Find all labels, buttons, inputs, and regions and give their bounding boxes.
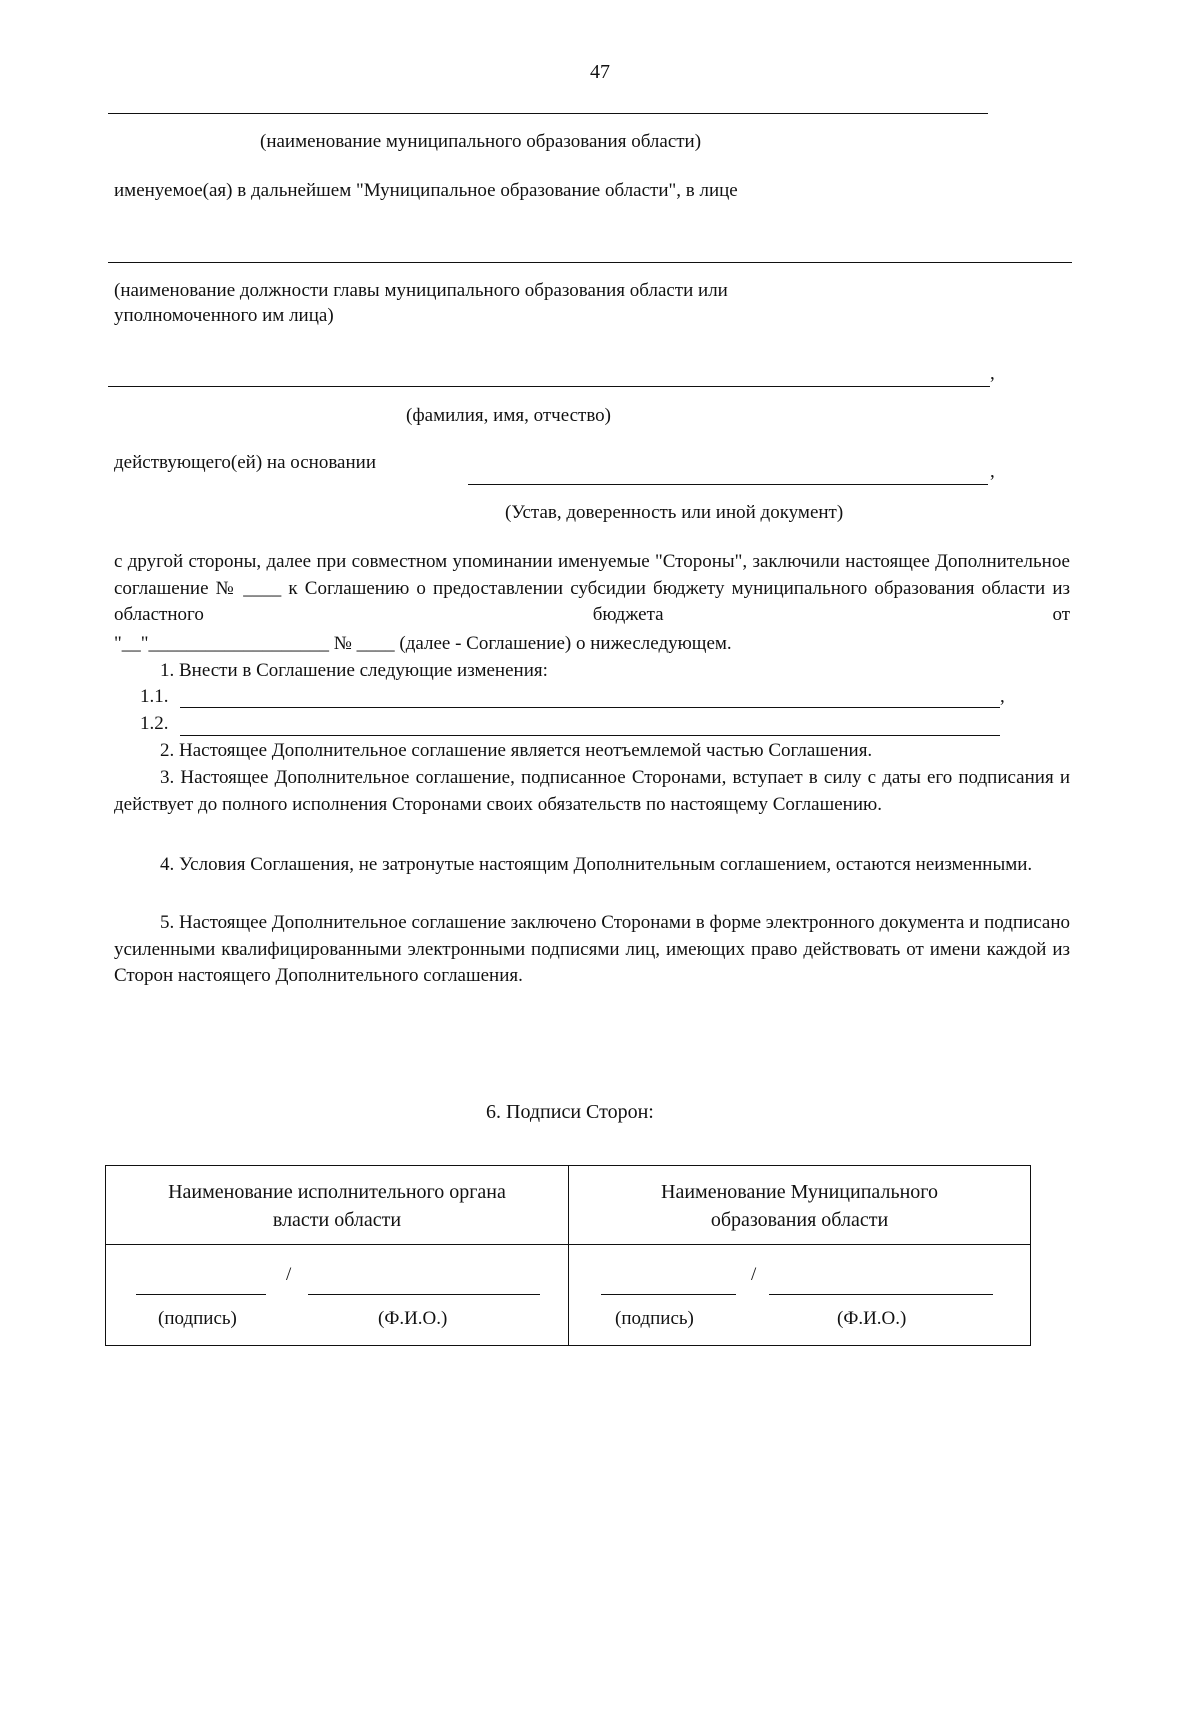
position-line[interactable] (108, 262, 1072, 263)
clause-1-1-label: 1.1. (140, 686, 169, 707)
named-hereinafter-text: именуемое(ая) в дальнейшем "Муниципальное образование области", в лице (114, 180, 738, 201)
executive-body-header-line2: власти области (272, 1209, 402, 1231)
acting-basis-label: действующего(ей) на основании (114, 452, 376, 473)
clause-1-1-comma: , (1000, 686, 1005, 707)
basis-document-caption: (Устав, доверенность или иной документ) (505, 502, 844, 523)
executive-body-header (106, 1166, 569, 1245)
left-fio-line[interactable] (308, 1294, 540, 1295)
right-slash: / (751, 1264, 757, 1285)
clause-1-2-line[interactable] (180, 735, 1000, 736)
municipal-name-line[interactable] (108, 113, 988, 114)
left-slash: / (286, 1264, 292, 1285)
right-fio-label: (Ф.И.О.) (837, 1308, 907, 1329)
basis-document-line[interactable] (468, 484, 988, 485)
clause-4: 4. Условия Соглашения, не затронутые настоящим Дополнительным соглашением, остаются неизменными. (160, 854, 1033, 875)
clause-5: 5. Настоящее Дополнительное соглашение заключено Сторонами в форме электронного документа и подписано усиленными квалифицированными электронными подписями лиц, имеющих право действовать от имени каждой из Сторон настоящего Дополнительного соглашения. (114, 912, 1070, 986)
clause-1-2-label: 1.2. (140, 713, 169, 734)
left-signature-label: (подпись) (158, 1308, 237, 1329)
full-name-comma: , (990, 363, 995, 384)
intro-paragraph: с другой стороны, далее при совместном упоминании именуемые "Стороны", заключили настоящее Дополнительное соглашение № ____ к Соглашению о предоставлении субсидии бюджету муниципального образования области из областного бюджета от (114, 551, 1070, 625)
position-caption-line1: (наименование должности главы муниципального образования области или (114, 280, 728, 301)
clause-3: 3. Настоящее Дополнительное соглашение, подписанное Сторонами, вступает в силу с даты его подписания и действует до полного исполнения Сторонами своих обязательств по настоящему Соглашению. (114, 767, 1070, 815)
position-caption-line2: уполномоченного им лица) (114, 305, 334, 326)
municipal-formation-signature-cell (569, 1245, 1031, 1346)
left-fio-label: (Ф.И.О.) (378, 1308, 448, 1329)
intro-paragraph-end: "__"___________________ № ____ (далее - Соглашение) о нижеследующем. (114, 633, 732, 654)
full-name-line[interactable] (108, 386, 990, 387)
basis-comma: , (990, 461, 995, 482)
page-number: 47 (590, 61, 610, 83)
municipal-name-caption: (наименование муниципального образования области) (260, 131, 702, 152)
right-fio-line[interactable] (769, 1294, 993, 1295)
clause-1: 1. Внести в Соглашение следующие изменения: (160, 660, 548, 681)
signatures-title: 6. Подписи Сторон: (486, 1101, 654, 1123)
signatures-table (105, 1165, 1031, 1346)
municipal-formation-header-line1: Наименование Муниципального (661, 1181, 938, 1203)
right-signature-label: (подпись) (615, 1308, 694, 1329)
clause-1-1-line[interactable] (180, 707, 1000, 708)
left-signature-line[interactable] (136, 1294, 266, 1295)
municipal-formation-header (569, 1166, 1031, 1245)
clause-2: 2. Настоящее Дополнительное соглашение является неотъемлемой частью Соглашения. (160, 740, 873, 761)
full-name-caption: (фамилия, имя, отчество) (406, 405, 612, 426)
executive-body-signature-cell (106, 1245, 569, 1346)
executive-body-header-line1: Наименование исполнительного органа (168, 1181, 506, 1203)
municipal-formation-header-line2: образования области (710, 1209, 889, 1231)
right-signature-line[interactable] (601, 1294, 736, 1295)
